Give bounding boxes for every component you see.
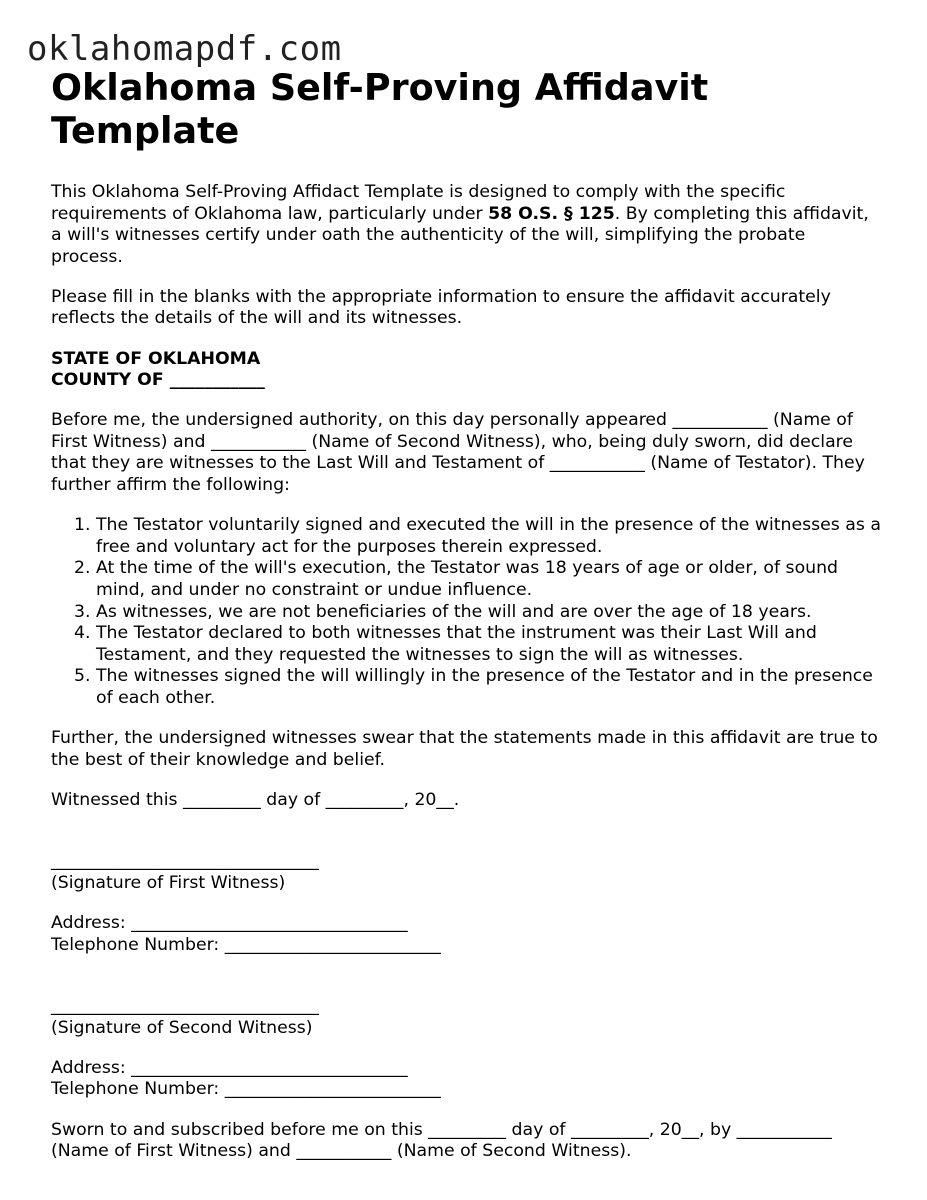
- appearance-paragraph: Before me, the undersigned authority, on this day personally appeared ___________ (Name of First Witness) and ___________ (Name of Second Witness), who, being duly sworn, did declare that they are witnesses to the Last Will and Testament of ___________ (Name of Testator). They further affirm the following:: [51, 410, 865, 496]
- affirmation-item: 2. At the time of the will's execution, the Testator was 18 years of age or older, of sound mind, and under no constraint or undue influence.: [96, 558, 881, 601]
- first-witness-block: [51, 851, 881, 956]
- first-witness-address: Address: ________________________________: [51, 912, 408, 933]
- second-witness-signature-caption: (Signature of Second Witness): [51, 1017, 313, 1038]
- affirmation-item: 5. The witnesses signed the will willingly in the presence of the Testator and in the presence of each other.: [96, 666, 881, 709]
- intro-text-end: . By completing this affidavit, a will's witnesses certify under oath the authenticity of the will, simplifying the probate process.: [51, 203, 869, 267]
- intro-text-start: This Oklahoma Self-Proving Affidact Template is designed to comply with the specific requirements of Oklahoma law, particularly under: [51, 182, 786, 224]
- affirmation-item: 1. The Testator voluntarily signed and executed the will in the presence of the witnesses as a free and voluntary act for the purposes therein expressed.: [96, 515, 881, 558]
- first-witness-telephone: Telephone Number: _________________________: [51, 934, 441, 955]
- venue-state: STATE OF OKLAHOMA: [51, 348, 261, 369]
- document-body: [51, 66, 881, 1181]
- second-witness-address: Address: ________________________________: [51, 1057, 408, 1078]
- venue-county: COUNTY OF ___________: [51, 370, 265, 391]
- document-title: Oklahoma Self-Proving Affidavit Template: [51, 66, 709, 152]
- second-witness-signature-line: _______________________________: [51, 996, 319, 1017]
- instruction-paragraph: Please fill in the blanks with the appropriate information to ensure the affidavit accurately reflects the details of the will and its witnesses.: [51, 286, 831, 329]
- affirmation-item: 4. The Testator declared to both witnesses that the instrument was their Last Will and Testament, and they requested the witnesses to sign the will as witnesses.: [96, 623, 881, 666]
- witnessed-date-line: Witnessed this _________ day of _________, 20__.: [51, 789, 460, 810]
- intro-paragraph: [51, 182, 881, 268]
- statute-reference: 58 O.S. § 125: [488, 203, 615, 224]
- first-witness-signature-caption: (Signature of First Witness): [51, 872, 286, 893]
- second-witness-telephone: Telephone Number: _________________________: [51, 1079, 441, 1100]
- site-watermark: oklahomapdf.com: [27, 29, 342, 69]
- affirmations-list: [51, 515, 881, 709]
- oath-paragraph: Further, the undersigned witnesses swear that the statements made in this affidavit are true to the best of their knowledge and belief.: [51, 727, 878, 770]
- affirmation-item: 3. As witnesses, we are not beneficiaries of the will and are over the age of 18 years.: [96, 602, 881, 624]
- second-witness-block: [51, 996, 881, 1101]
- first-witness-signature-line: _______________________________: [51, 851, 319, 872]
- sworn-paragraph: Sworn to and subscribed before me on this _________ day of _________, 20__, by ___________ (Name of First Witness) and ___________ (Name of Second Witness).: [51, 1119, 832, 1162]
- venue-block: [51, 349, 881, 392]
